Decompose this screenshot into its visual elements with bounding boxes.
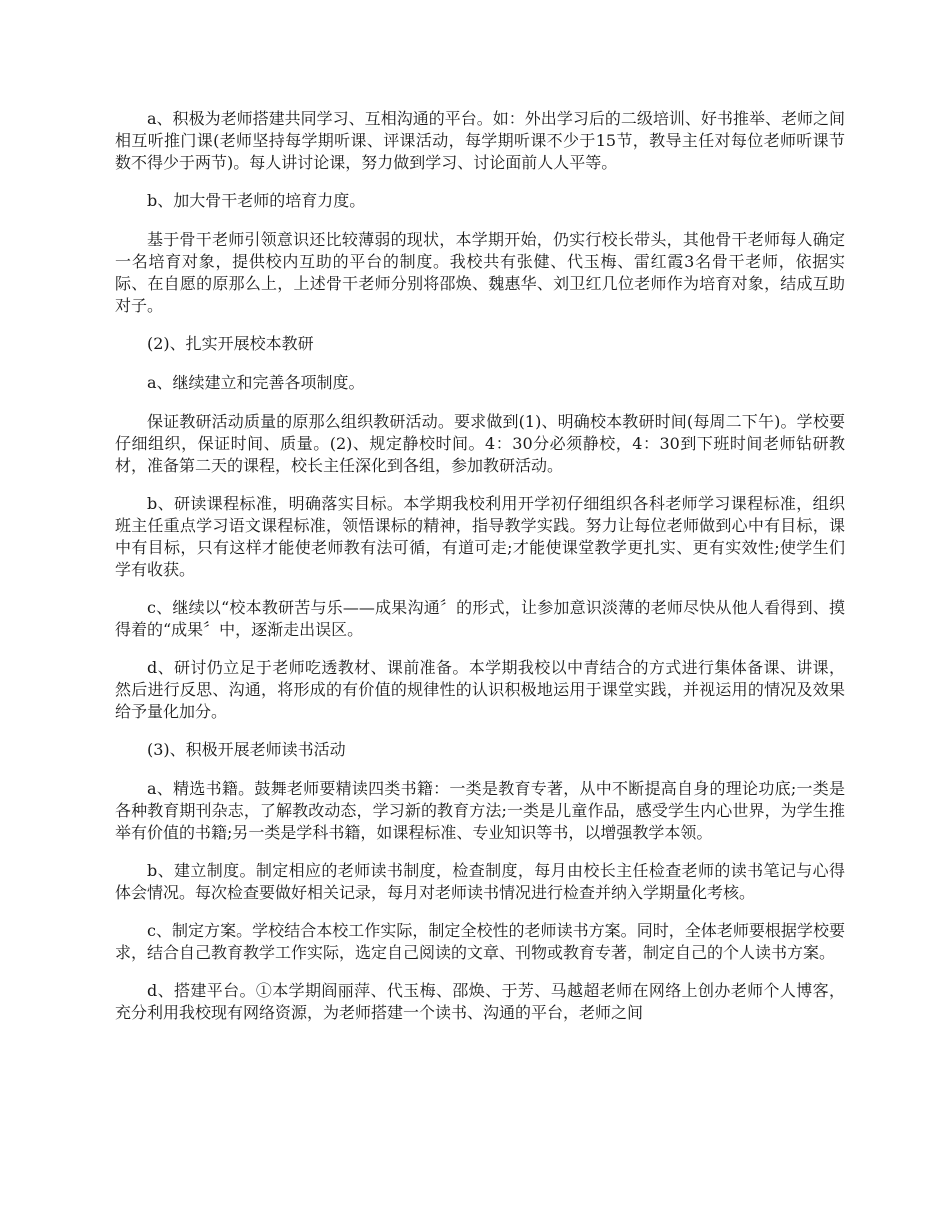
paragraph-backbone-detail: 基于骨干老师引领意识还比较薄弱的现状，本学期开始，仍实行校长带头，其他骨干老师每人确定一名培育对象，提供校内互助的平台的制度。我校共有张健、代玉梅、雷红霞3名骨干老师，依据实际、在自愿的原那么上，上述骨干老师分别将邵焕、魏惠华、刘卫红几位老师作为培育对象，结成互助对子。 — [115, 230, 845, 315]
paragraph-reading-system: b、建立制度。制定相应的老师读书制度，检查制度，每月由校长主任检查老师的读书笔记与心得体会情况。每次检查要做好相关记录，每月对老师读书情况进行检查并纳入学期量化考核。 — [115, 861, 845, 902]
paragraph-research-quality: 保证教研活动质量的原那么组织教研活动。要求做到(1)、明确校本教研时间(每周二下午)。学校要仔细组织，保证时间、质量。(2)、规定静校时间。4：30分必须静校，4：30到下班时间老师钻研教材，准备第二天的课程，校长主任深化到各组，参加教研活动。 — [115, 412, 845, 475]
section-heading-school-research: (2)、扎实开展校本教研 — [147, 334, 314, 353]
paragraph-systems-heading: a、继续建立和完善各项制度。 — [147, 373, 365, 392]
paragraph-results-exchange: c、继续以“校本教研苦与乐——成果沟通〞的形式，让参加意识淡薄的老师尽快从他人看得到、摸得着的“成果〞中，逐渐走出误区。 — [115, 598, 845, 639]
paragraph-lesson-prep: d、研讨仍立足于老师吃透教材、课前准备。本学期我校以中青结合的方式进行集体备课、讲课，然后进行反思、沟通，将形成的有价值的规律性的认识积极地运用于课堂实践，并视运用的情况及效果给予量化加分。 — [115, 658, 845, 721]
paragraph-platform: a、积极为老师搭建共同学习、互相沟通的平台。如：外出学习后的二级培训、好书推举、老师之间相互听推门课(老师坚持每学期听课、评课活动，每学期听课不少于15节，教导主任对每位老师听课节数不得少于两节)。每人讲讨论课，努力做到学习、讨论面前人人平等。 — [115, 109, 845, 172]
section-heading-reading: (3)、积极开展老师读书活动 — [147, 740, 346, 759]
document-body — [115, 108, 845, 1040]
paragraph-backbone-heading: b、加大骨干老师的培育力度。 — [147, 191, 366, 210]
paragraph-curriculum-standards: b、研读课程标准，明确落实目标。本学期我校利用开学初仔细组织各科老师学习课程标准，组织班主任重点学习语文课程标准，领悟课标的精神，指导教学实践。努力让每位老师做到心中有目标，课中有目标，只有这样才能使老师教有法可循，有道可走;才能使课堂教学更扎实、更有实效性;使学生们学有收获。 — [115, 494, 845, 579]
paragraph-reading-plan: c、制定方案。学校结合本校工作实际，制定全校性的老师读书方案。同时，全体老师要根据学校要求，结合自己教育教学工作实际，选定自己阅读的文章、刊物或教育专著，制定自己的个人读书方案。 — [115, 921, 845, 962]
paragraph-build-platform: d、搭建平台。①本学期阎丽萍、代玉梅、邵焕、于芳、马越超老师在网络上创办老师个人博客，充分利用我校现有网络资源，为老师搭建一个读书、沟通的平台，老师之间 — [115, 981, 845, 1022]
paragraph-select-books: a、精选书籍。鼓舞老师要精读四类书籍：一类是教育专著，从中不断提高自身的理论功底;一类是各种教育期刊杂志，了解教改动态，学习新的教育方法;一类是儿童作品，感受学生内心世界，为学生推举有价值的书籍;另一类是学科书籍，如课程标准、专业知识等书，以增强教学本领。 — [115, 779, 845, 842]
